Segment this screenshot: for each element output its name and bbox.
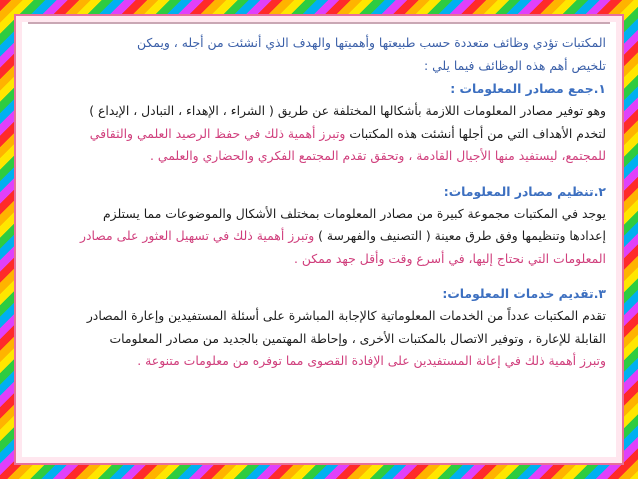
document-content [30, 32, 606, 373]
section-2-line-3 [30, 248, 606, 271]
section-2-line-3-highlight: المعلومات التي نحتاج إليها، في أسرع وقت وأقل جهد ممكن . [293, 250, 606, 266]
section-3-line-3-highlight: وتبرز أهمية ذلك في إعانة المستفيدين على الإفادة القصوى مما توفره من معلومات متنوعة . [137, 353, 606, 368]
section-1-line-2-highlight: وتبرز أهمية ذلك في حفظ الرصيد العلمي والثقافي [89, 125, 346, 141]
section-3-line-3 [30, 350, 606, 373]
section-3-line-2-text: القابلة للإعارة ، وتوفير الاتصال بالمكتبات الأخرى ، وإحاطة المهتمين بالجديد من مصادر المعلومات [109, 330, 606, 346]
section-1-line-1 [30, 100, 606, 123]
section-3-heading: ٣.تقديم خدمات المعلومات: [442, 286, 606, 301]
section-1-heading: ١.جمع مصادر المعلومات : [450, 81, 606, 96]
section-1-line-1-text: وهو توفير مصادر المعلومات اللازمة بأشكالها المختلفة عن طريق ( الشراء ، الإهداء ، التبادل ، الإيداع ) [89, 103, 606, 118]
section-1-line-3 [30, 145, 606, 168]
section-1-line-3-highlight: للمجتمع، ليستفيد منها الأجيال القادمة ، وتحقق تقدم المجتمع الفكري والحضاري والعلمي . [150, 148, 606, 163]
section-2-line-1 [30, 203, 606, 226]
intro-line-2: تلخيص أهم هذه الوظائف فيما يلي : [423, 57, 606, 73]
intro-line-1: المكتبات تؤدي وظائف متعددة حسب طبيعتها وأهميتها والهدف الذي أنشئت من أجله ، ويمكن [137, 35, 606, 50]
section-2-line-2-highlight: وتبرز أهمية ذلك في تسهيل العثور على مصادر [79, 228, 315, 243]
top-divider [28, 22, 610, 24]
section-3-line-2 [30, 328, 606, 351]
section-3-line-1 [30, 305, 606, 328]
section-3-line-1-text: تقدم المكتبات عدداً من الخدمات المعلوماتية كالإجابة المباشرة على أسئلة المستفيدين وإعارة المصادر [86, 308, 606, 323]
section-2-heading: ٢.تنظيم مصادر المعلومات: [443, 183, 606, 199]
section-2-line-2 [30, 225, 606, 248]
document-page [22, 22, 616, 457]
section-2-line-1-text: يوجد في المكتبات مجموعة كبيرة من مصادر المعلومات بمختلف الأشكال والموضوعات مما يستلزم [102, 205, 606, 221]
section-2-line-2-text: إعدادها وتنظيمها وفق طرق معينة ( التصنيف والفهرسة ) [314, 228, 606, 243]
section-1-line-2-text: لتخدم الأهداف التي من أجلها أنشئت هذه المكتبات [345, 125, 606, 141]
section-1-line-2 [30, 123, 606, 146]
